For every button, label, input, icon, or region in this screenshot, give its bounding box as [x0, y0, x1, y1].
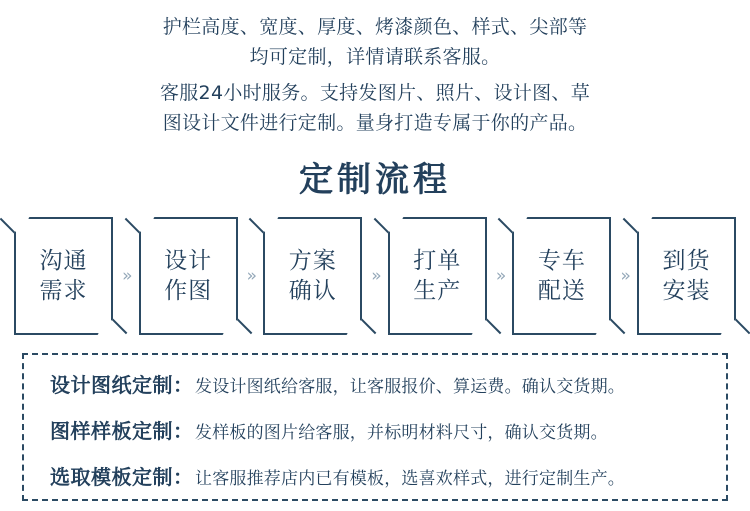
flow-step-5-line1: 专车	[537, 248, 586, 274]
note-row	[50, 415, 708, 444]
flow-arrow-icon: »	[371, 266, 379, 286]
flow-step-2-line2: 作图	[164, 278, 213, 304]
flow-arrow-icon: »	[495, 266, 504, 286]
flow-step-6-line2: 安装	[662, 278, 711, 304]
intro-line-3: 客服24小时服务。支持发图片、照片、设计图、草	[159, 82, 591, 104]
note-1-label: 设计图纸定制	[50, 373, 173, 397]
flow-step-1	[14, 217, 113, 335]
flow-step-4	[388, 217, 487, 335]
customization-notes	[22, 353, 728, 501]
flow-step-6-line1: 到货	[662, 248, 711, 274]
flow-step-2-line1: 设计	[164, 248, 213, 274]
section-title: 定制流程	[299, 160, 451, 200]
process-flow	[0, 217, 750, 335]
note-row	[50, 461, 708, 490]
flow-arrow-icon: »	[122, 266, 130, 286]
note-3-colon: ：	[173, 465, 193, 489]
note-2-text: 发样板的图片给客服，并标明材料尺寸，确认交货期。	[195, 423, 608, 443]
flow-step-1-line1: 沟通	[39, 248, 88, 274]
flow-step-3	[263, 217, 362, 335]
note-2-colon: ：	[173, 419, 193, 443]
note-row	[50, 369, 708, 398]
note-1-colon: ：	[173, 373, 193, 397]
flow-step-3-line1: 方案	[288, 248, 337, 274]
intro-line-1: 护栏高度、宽度、厚度、烤漆颜色、样式、尖部等	[162, 16, 588, 38]
flow-step-3-line2: 确认	[288, 278, 337, 304]
flow-arrow-icon: »	[246, 266, 255, 286]
flow-step-1-line2: 需求	[39, 278, 88, 304]
flow-step-5	[512, 217, 611, 335]
intro-line-2: 均可定制，详情请联系客服。	[249, 46, 501, 68]
flow-step-4-line1: 打单	[413, 248, 462, 274]
flow-step-5-line2: 配送	[537, 278, 586, 304]
note-2-label: 图样样板定制	[50, 419, 173, 443]
note-3-text: 让客服推荐店内已有模板，选喜欢样式，进行定制生产。	[195, 469, 625, 489]
flow-step-6	[637, 217, 736, 335]
flow-step-4-line2: 生产	[413, 278, 462, 304]
flow-arrow-icon: »	[620, 266, 628, 286]
flow-step-2	[139, 217, 238, 335]
note-3-label: 选取模板定制	[50, 465, 173, 489]
intro-line-4: 图设计文件进行定制。量身打造专属于你的产品。	[162, 112, 588, 134]
intro-paragraphs	[0, 0, 750, 138]
note-1-text: 发设计图纸给客服，让客服报价、算运费。确认交货期。	[195, 377, 625, 397]
